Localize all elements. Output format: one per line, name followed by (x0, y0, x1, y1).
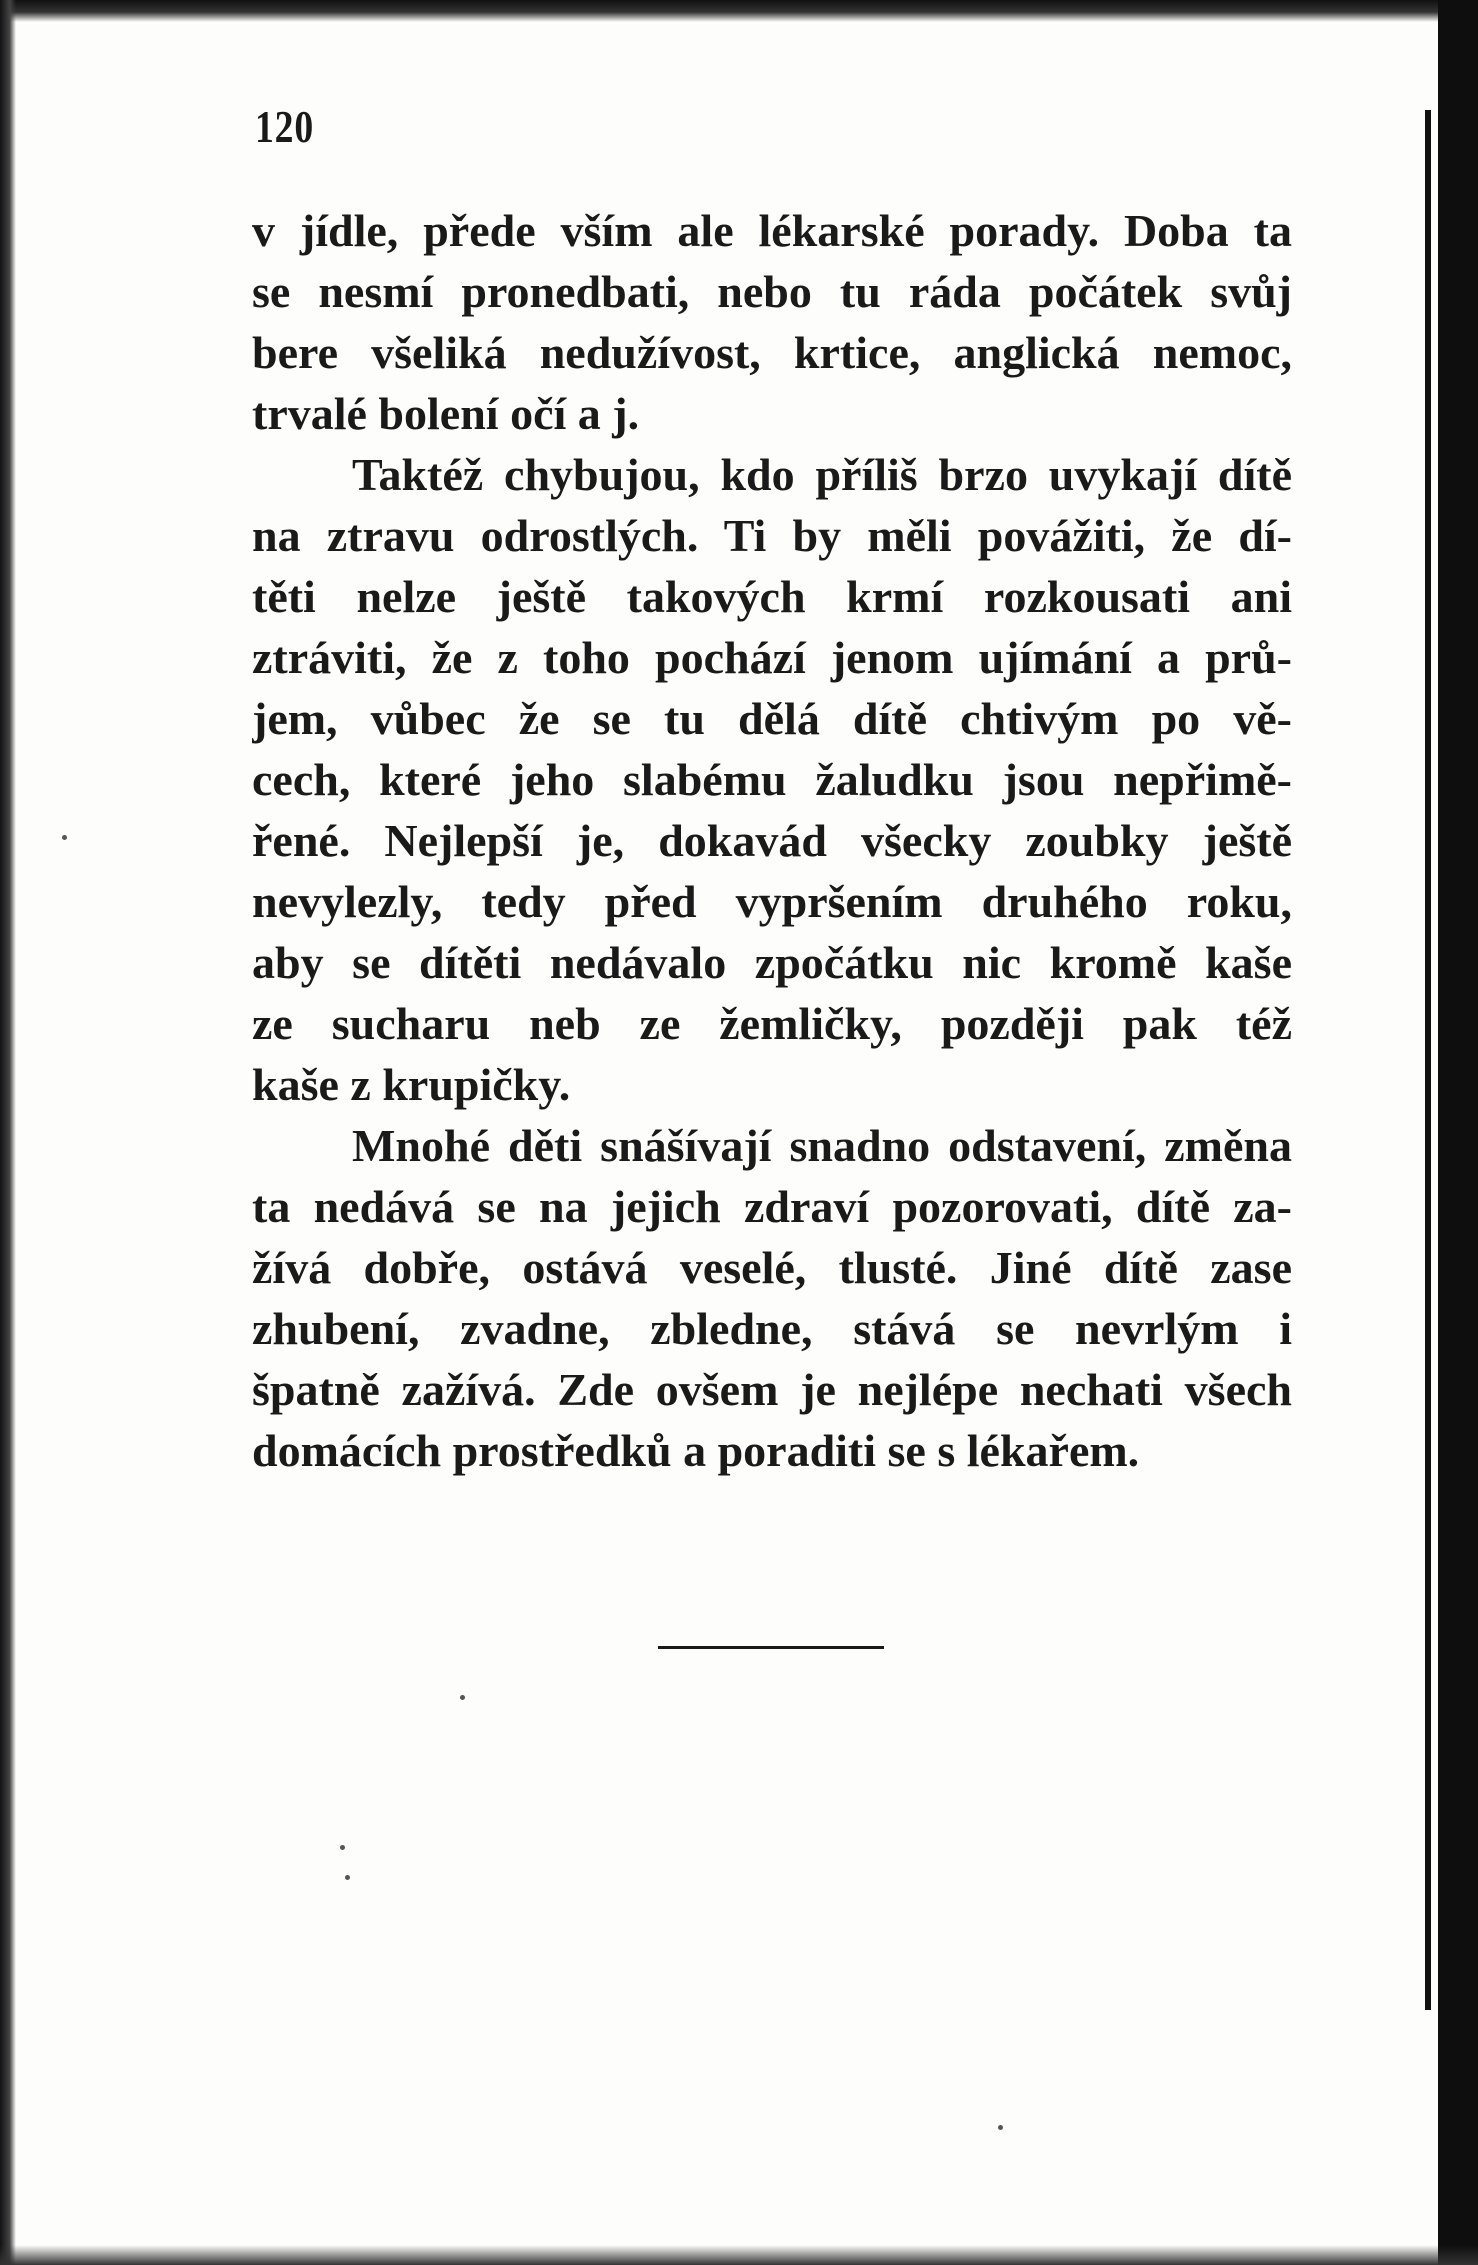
text-line: bere všeliká nedužívost, krtice, anglická nemoc, (252, 327, 1292, 378)
scan-binding-shadow (1425, 110, 1431, 2010)
scan-speck (62, 835, 67, 840)
text-line: nevylezly, tedy před vypršením druhého roku, (252, 876, 1292, 927)
scan-bottom-edge (0, 2245, 1478, 2265)
text-line: žívá dobře, ostává veselé, tlusté. Jiné dítě zase (252, 1242, 1292, 1293)
section-divider-rule (658, 1646, 884, 1649)
text-line: ztráviti, že z toho pochází jenom ujímání a prů- (252, 632, 1292, 683)
text-line: jem, vůbec že se tu dělá dítě chtivým po vě- (252, 693, 1292, 744)
paragraph (252, 444, 1292, 1115)
text-line: kaše z krupičky. (252, 1059, 571, 1110)
text-line: Mnohé děti snášívají snadno odstavení, změna (352, 1120, 1292, 1171)
text-line: ta nedává se na jejich zdraví pozorovati, dítě za- (252, 1181, 1292, 1232)
text-line: se nesmí pronedbati, nebo tu ráda počátek svůj (252, 266, 1292, 317)
text-line: domácích prostředků a poraditi se s lékařem. (252, 1425, 1140, 1476)
text-line: trvalé bolení očí a j. (252, 388, 640, 439)
body-text (252, 200, 1292, 1481)
scan-speck (460, 1695, 465, 1700)
paragraph (252, 200, 1292, 444)
paragraph (252, 1115, 1292, 1481)
text-line: těti nelze ještě takových krmí rozkousati ani (252, 571, 1292, 622)
text-line: cech, které jeho slabému žaludku jsou nepřimě- (252, 754, 1292, 805)
text-line: špatně zažívá. Zde ovšem je nejlépe nechati všech (252, 1364, 1292, 1415)
scan-right-edge (1438, 0, 1478, 2265)
text-line: v jídle, přede vším ale lékarské porady. Doba ta (252, 205, 1292, 256)
text-line: řené. Nejlepší je, dokavád všecky zoubky ještě (252, 815, 1292, 866)
text-line: Taktéž chybujou, kdo příliš brzo uvykají dítě (352, 449, 1292, 500)
page-number: 120 (255, 101, 315, 152)
scan-speck (340, 1845, 345, 1850)
scan-top-edge (0, 0, 1478, 22)
scan-speck (998, 2125, 1003, 2130)
text-line: aby se dítěti nedávalo zpočátku nic kromě kaše (252, 937, 1292, 988)
text-line: na ztravu odrostlých. Ti by měli povážiti, že dí- (252, 510, 1292, 561)
scan-speck (345, 1875, 350, 1880)
scan-left-edge (0, 0, 16, 2265)
text-line: ze sucharu neb ze žemličky, později pak též (252, 998, 1292, 1049)
text-line: zhubení, zvadne, zbledne, stává se nevrlým i (252, 1303, 1292, 1354)
